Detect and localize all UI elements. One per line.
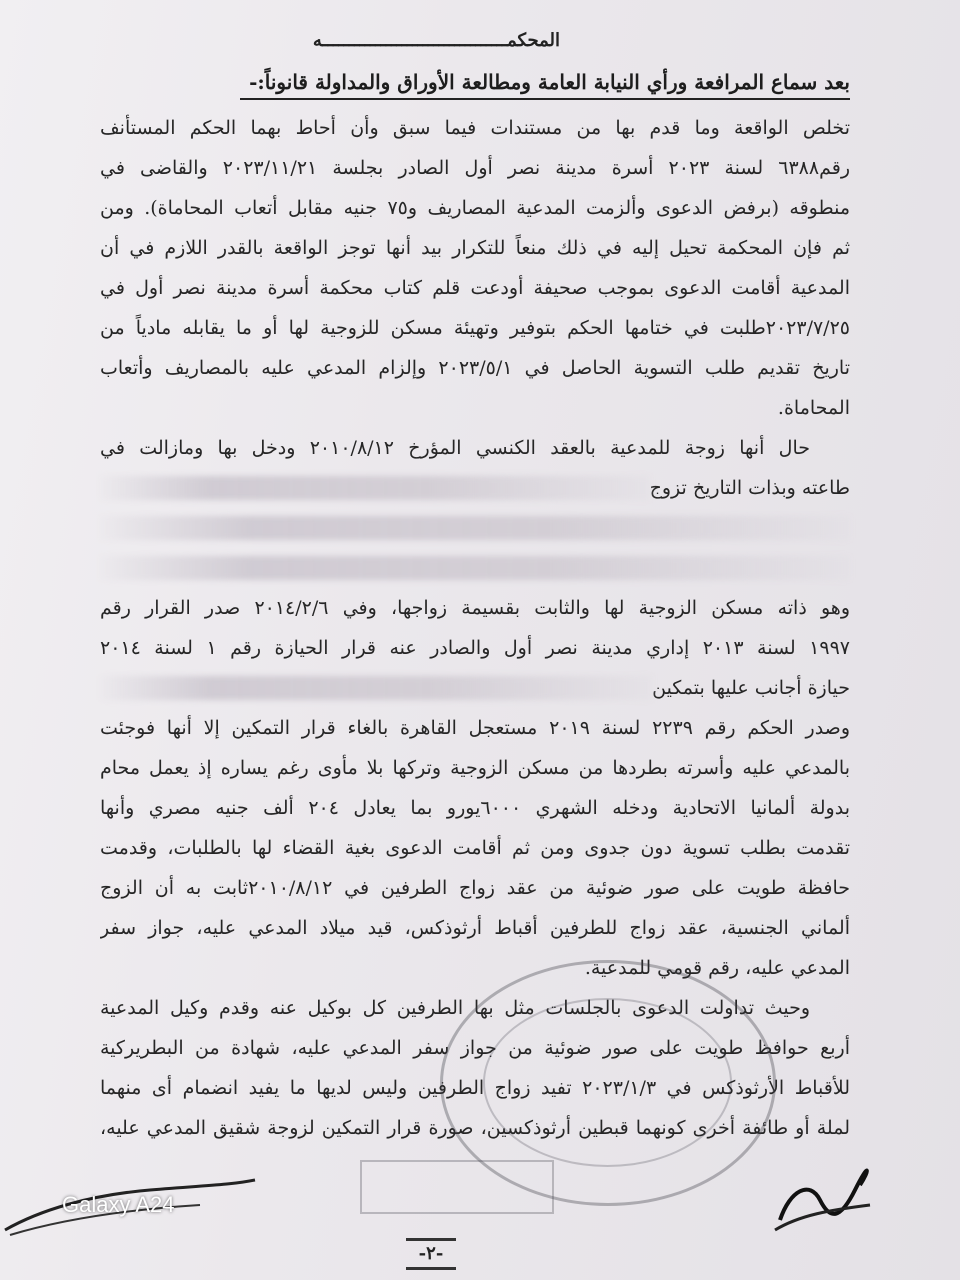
judgment-body bbox=[100, 108, 850, 1148]
text-line: المحاماة. bbox=[777, 397, 850, 419]
redaction-blur bbox=[100, 516, 850, 540]
redacted-line bbox=[100, 508, 850, 548]
redaction-blur bbox=[100, 668, 652, 708]
text-line: للأقباط الأرثوذكس في ٢٠٢٣/١/٣ تفيد زواج الطرفين وليس لديها ما يفيد انضمام أى منهما bbox=[100, 1077, 850, 1099]
text-line: المدعي عليه، رقم قومي للمدعية. bbox=[584, 957, 850, 979]
redaction-blur bbox=[100, 556, 850, 580]
text-line: ثم فإن المحكمة تحيل إليه في ذلك منعاً للتكرار بيد أنها توجز الواقعة بالقدر اللازم في أن bbox=[100, 237, 850, 259]
redacted-line bbox=[100, 548, 850, 588]
text-line: حافظة طويت على صور ضوئية من عقد زواج الطرفين في ٢٠١٠/٨/١٢ثابت به أن الزوج bbox=[100, 877, 850, 899]
text-line: لملة أو طائفة أخرى كونهما قبطين أرثوذكسين، صورة قرار التمكين لزوجة شقيق المدعي عليه، bbox=[100, 1117, 850, 1139]
subheading-underline bbox=[240, 98, 850, 100]
text-line: حيازة أجانب عليها بتمكين bbox=[652, 677, 850, 699]
signature-right bbox=[760, 1160, 880, 1240]
text-line: تاريخ تقديم طلب التسوية الحاصل في ٢٠٢٣/٥/١ وإلزام المدعي عليه بالمصاريف وأتعاب bbox=[100, 357, 850, 379]
text-line: وصدر الحكم رقم ٢٢٣٩ لسنة ٢٠١٩ مستعجل القاهرة بالغاء قرار التمكين إلا أنها فوجئت bbox=[100, 717, 850, 739]
text-line: المدعية أقامت الدعوى بموجب صحيفة أودعت قلم كتاب محكمة أسرة مدينة نصر أول في bbox=[100, 277, 850, 299]
text-line: أربع حوافظ طويت على صور ضوئية من جواز سفر المدعي عليه، شهادة من البطريركية bbox=[100, 1037, 850, 1059]
redaction-blur bbox=[100, 468, 650, 508]
text-line: تخلص الواقعة وما قدم بها من مستندات فيما سبق وأن أحاط بهما الحكم المستأنف bbox=[100, 117, 850, 139]
text-line: طاعته وبذات التاريخ تزوج bbox=[649, 477, 850, 499]
court-heading: المحكمـــــــــــــــــــــــــــــــــــه bbox=[312, 30, 560, 51]
text-line: رقم٦٣٨٨ لسنة ٢٠٢٣ أسرة مدينة نصر أول الصادر بجلسة ٢٠٢٣/١١/٢١ والقاضى في bbox=[100, 157, 850, 179]
camera-watermark: Galaxy A24 bbox=[62, 1192, 175, 1217]
text-line: تقدمت بطلب تسوية دون جدوى ومن ثم أقامت الدعوى بغية القضاء لها بالطلبات، وقدمت bbox=[100, 837, 850, 859]
text-line: ٢٠٢٣/٧/٢٥طلبت في ختامها الحكم بتوفير وتهيئة مسكن للزوجية لها أو ما يقابله مادياً من bbox=[100, 317, 850, 339]
text-line: منطوقه (برفض الدعوى وألزمت المدعية المصاريف و٧٥ جنيه مقابل أتعاب المحاماة). ومن bbox=[100, 197, 850, 219]
redacted-line bbox=[100, 668, 850, 708]
text-line: حال أنها زوجة للمدعية بالعقد الكنسي المؤرخ ٢٠١٠/٨/١٢ ودخل بها ومازالت في bbox=[100, 437, 810, 459]
text-line: ١٩٩٧ لسنة ٢٠١٣ إداري مدينة نصر أول والصادر عنه قرار الحيازة رقم ١ لسنة ٢٠١٤ bbox=[100, 637, 850, 659]
text-line: بالمدعي عليه وأسرته بطردها من مسكن الزوجية وتركها بلا مأوى رغم يساره إذ يعمل محام bbox=[100, 757, 850, 779]
text-line: وهو ذاته مسكن الزوجية لها والثابت بقسيمة زواجها، وفي ٢٠١٤/٢/٦ صدر القرار رقم bbox=[100, 597, 850, 619]
text-line: بدولة ألمانيا الاتحادية ودخله الشهري ٦٠٠٠يورو بما يعادل ٢٠٤ ألف جنيه مصري وأنها bbox=[100, 797, 850, 819]
redacted-line bbox=[100, 468, 850, 508]
section-subheading: بعد سماع المرافعة ورأي النيابة العامة ومطالعة الأوراق والمداولة قانوناً:- bbox=[249, 70, 850, 94]
text-line: ألماني الجنسية، عقد زواج للطرفين أقباط أرثوذكس، قيد ميلاد المدعي عليه، جواز سفر bbox=[100, 917, 850, 939]
rectangular-stamp bbox=[360, 1160, 554, 1214]
text-line: وحيث تداولت الدعوى بالجلسات مثل بها الطرفين كل بوكيل عنه وقدم وكيل المدعية bbox=[100, 997, 810, 1019]
page-number: -٢- bbox=[406, 1238, 456, 1270]
